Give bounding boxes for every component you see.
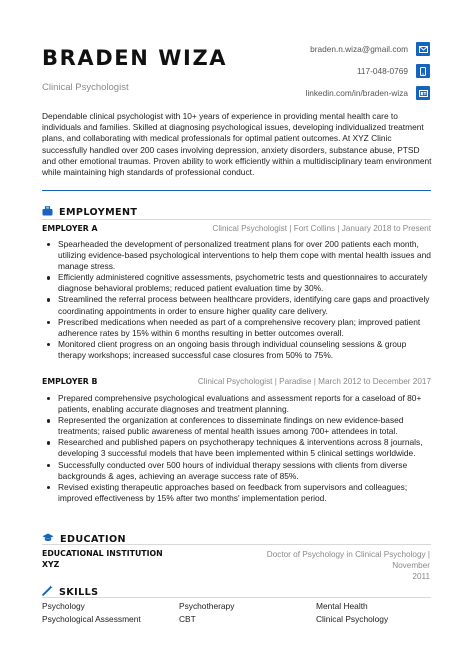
email-text[interactable]: braden.n.wiza@gmail.com <box>310 44 408 54</box>
job-bullet: Revised existing therapeutic approaches based on feedback from supervisors and colleagues; improved effectiveness by 15% after two months' implementation period. <box>42 482 431 504</box>
job-bullet: Successfully conducted over 500 hours of individual therapy sessions with clients from diverse backgrounds & ages, achieving an average success rate of 85%. <box>42 460 431 482</box>
header-divider <box>42 190 431 191</box>
professional-summary: Dependable clinical psychologist with 10+ years of experience in providing mental health care to individuals and families. Skilled at diagnosing psychological issues, developing individualized treatment plans, and collaborating with medical professionals for optimal patient outcomes. At XYZ Clinic successfully handled over 200 cases involving depression, anxiety disorders, substance abuse, PTSD and other emotional traumas. Proven ability to work efficiently within a multidisciplinary team environment while maintaining high standards of professional conduct. <box>42 111 432 178</box>
job-bullet: Spearheaded the development of personalized treatment plans for over 200 patients each month, utilizing evidence-based psychological interventions to help them cope with mental health issues and manage stress. <box>42 239 431 272</box>
skill-item: CBT <box>179 613 196 624</box>
job-bullet: Researched and published papers on psychotherapy techniques & interventions across 8 journals, developing 3 successful models that have been implemented within 5 clinical settings worldwide. <box>42 437 431 459</box>
contact-email <box>310 42 430 56</box>
job-bullet: Prepared comprehensive psychological evaluations and assessment reports for a caseload of 80+ patients, enabling accurate diagnoses and treatment planning. <box>42 393 431 415</box>
education-degree <box>230 549 430 582</box>
contact-phone <box>357 64 430 78</box>
employment-rule <box>42 219 431 220</box>
job-bullet-list <box>42 239 431 361</box>
candidate-name: BRADEN WIZA <box>42 46 228 70</box>
degree-line1: Doctor of Psychology in Clinical Psychology | November <box>266 550 430 570</box>
employer-name: EMPLOYER A <box>42 224 98 233</box>
job-bullet: Prescribed medications when needed as part of a comprehensive recovery plan; improved patient adherence rates by 15% within 6 months resulting in better outcomes overall. <box>42 317 431 339</box>
skill-item: Mental Health <box>316 601 368 611</box>
job-bullet: Represented the organization at conferences to disseminate findings on new evidence-based treatments; raised public awareness of mental health issues among 700+ attendees in total. <box>42 415 431 437</box>
education-heading <box>42 530 126 548</box>
education-title: EDUCATION <box>60 533 126 545</box>
job-meta: Clinical Psychologist | Fort Collins | January 2018 to Present <box>212 224 431 233</box>
linkedin-text[interactable]: linkedin.com/in/braden-wiza <box>305 88 408 98</box>
skill-item: Psychological Assessment <box>42 613 141 624</box>
institution-name-line1: EDUCATIONAL INSTITUTION <box>42 549 163 558</box>
skills-title: SKILLS <box>59 586 99 598</box>
job-header <box>42 377 431 386</box>
employer-name: EMPLOYER B <box>42 377 98 386</box>
job-meta: Clinical Psychologist | Paradise | March 2012 to December 2017 <box>197 377 431 386</box>
contact-linkedin <box>306 86 430 100</box>
candidate-title: Clinical Psychologist <box>42 82 129 93</box>
phone-text[interactable]: 117-048-0769 <box>356 66 408 76</box>
education-institution <box>42 549 163 570</box>
magic-wand-icon <box>42 583 53 601</box>
job-header <box>42 224 431 233</box>
employment-title: EMPLOYMENT <box>59 206 138 218</box>
graduation-cap-icon <box>42 530 54 548</box>
job-bullet-list <box>42 393 431 504</box>
education-rule <box>42 544 431 545</box>
linkedin-icon <box>416 86 430 100</box>
job-bullet: Monitored client progress on an ongoing basis through individual counseling sessions & group therapy workshops; increased successful case closures from 50% to 75%. <box>42 339 431 361</box>
skills-rule <box>42 597 431 598</box>
institution-name-line2: XYZ <box>42 559 60 569</box>
phone-icon <box>416 64 430 78</box>
skills-grid <box>42 601 431 625</box>
email-icon <box>416 42 430 56</box>
job-bullet: Efficiently administered cognitive assessments, psychometric tests and questionnaires to accurately diagnose behavioral problems; reduced patient evaluation time by 30%. <box>42 272 431 294</box>
skill-item: Clinical Psychology <box>316 613 389 624</box>
skills-heading <box>42 583 98 601</box>
degree-line2: 2011 <box>412 572 430 581</box>
skill-item: Psychology <box>42 601 85 611</box>
skill-item: Psychotherapy <box>179 601 235 611</box>
job-bullet: Streamlined the referral process between healthcare providers, identifying care gaps and proactively coordinating appointments in order to ensure higher quality care delivery. <box>42 294 431 316</box>
